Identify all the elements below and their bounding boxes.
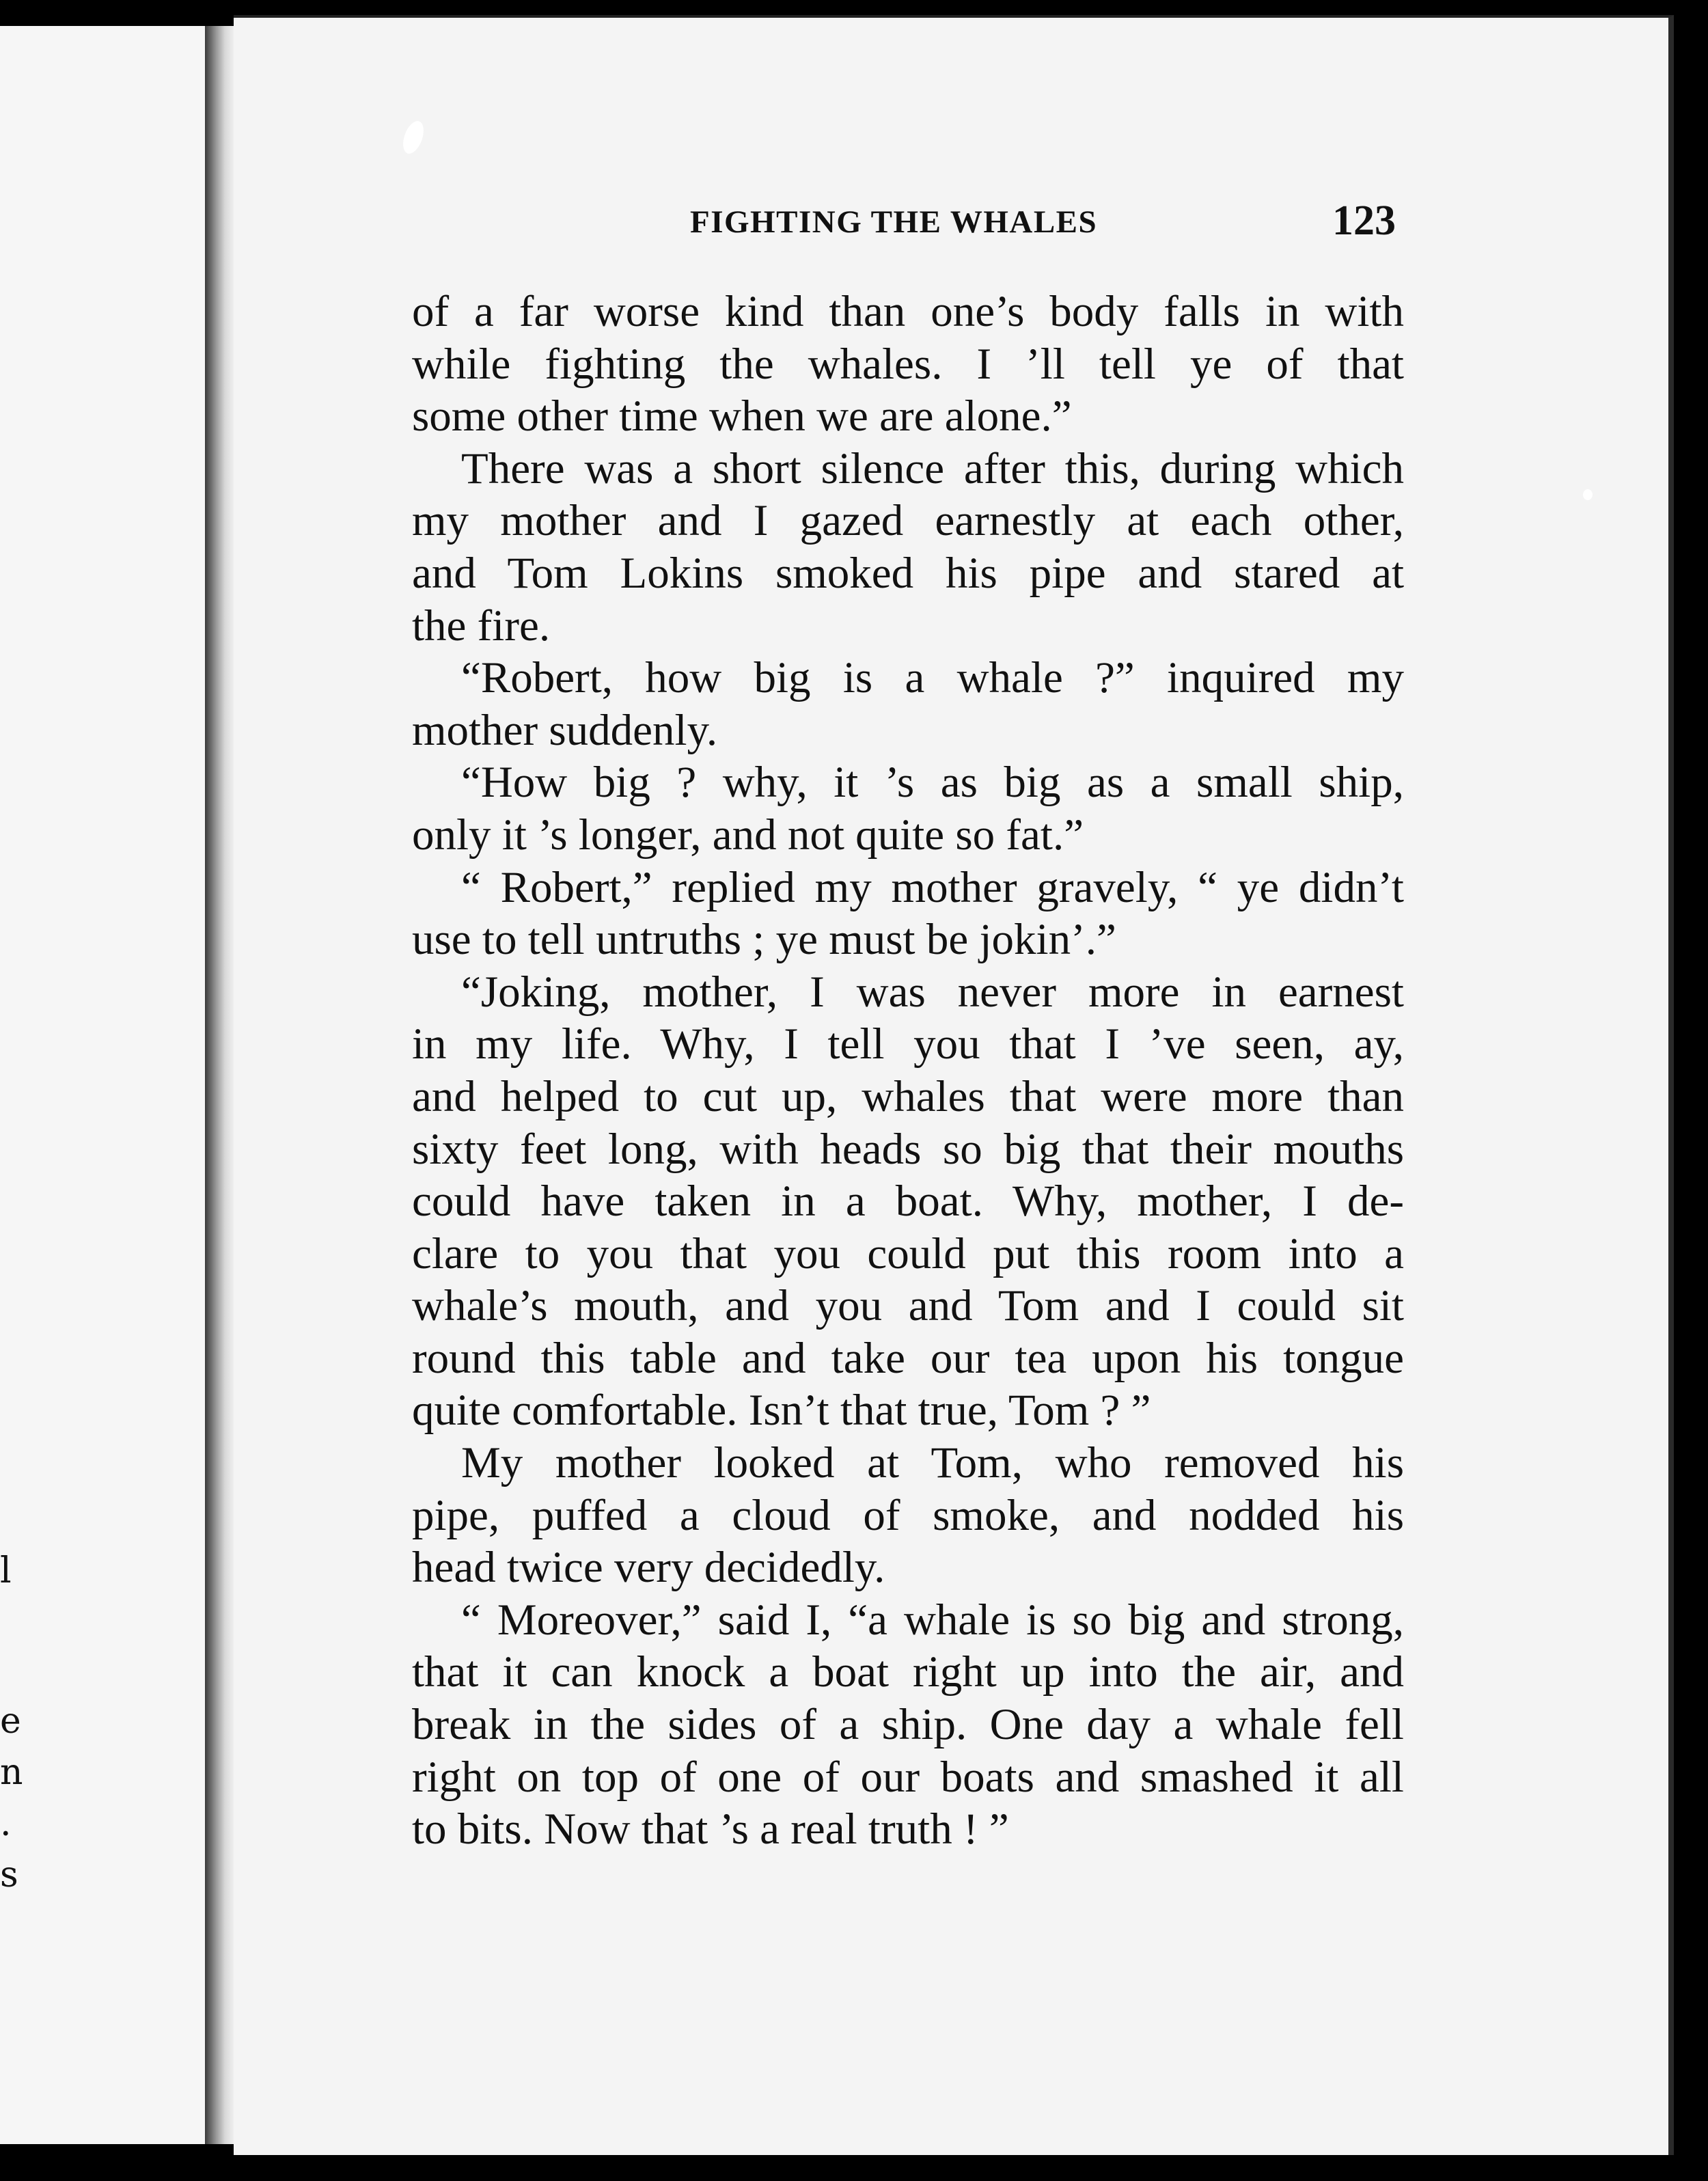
text-line: head twice very decidedly. xyxy=(412,1543,885,1593)
text-line: mother suddenly. xyxy=(412,705,718,755)
scan-edge xyxy=(1674,14,1708,2166)
body-text xyxy=(412,286,1404,1856)
text-line: round this table and take our tea upon his tongue xyxy=(412,1333,1404,1383)
text-line: pipe, puffed a cloud of smoke, and nodded his xyxy=(412,1490,1404,1540)
text-line: “ Moreover,” said I, “a whale is so big and strong, xyxy=(461,1595,1404,1645)
text-line: and Tom Lokins smoked his pipe and stared at xyxy=(412,548,1404,598)
text-line: whale’s mouth, and you and Tom and I could sit xyxy=(412,1281,1404,1331)
text-line: “Joking, mother, I was never more in earnest xyxy=(461,967,1404,1017)
text-line: “How big ? why, it ’s as big as a small ship, xyxy=(461,758,1404,808)
facing-page-left xyxy=(0,26,209,2144)
margin-fragment: e xyxy=(0,1701,21,1742)
text-line: some other time when we are alone.” xyxy=(412,392,1072,441)
text-line: my mother and I gazed earnestly at each other, xyxy=(412,496,1404,546)
text-line: right on top of one of our boats and smashed it all xyxy=(412,1752,1404,1802)
paper-speck xyxy=(399,118,428,156)
running-head: FIGHTING THE WHALES xyxy=(690,204,1098,240)
text-line: clare to you that you could put this room into a xyxy=(412,1229,1404,1278)
text-line: My mother looked at Tom, who removed his xyxy=(461,1438,1404,1488)
paper-speck xyxy=(1583,489,1593,500)
margin-fragment: l xyxy=(0,1550,12,1591)
margin-fragment: n xyxy=(0,1752,23,1793)
text-line: sixty feet long, with heads so big that their mouths xyxy=(412,1124,1404,1174)
text-line: use to tell untruths ; ye must be jokin’.” xyxy=(412,915,1116,965)
text-line: break in the sides of a ship. One day a whale fell xyxy=(412,1700,1404,1750)
text-line: “ Robert,” replied my mother gravely, “ ye didn’t xyxy=(461,862,1404,912)
text-line: in my life. Why, I tell you that I ’ve seen, ay, xyxy=(412,1019,1404,1069)
text-line: There was a short silence after this, during which xyxy=(461,443,1404,493)
text-line: quite comfortable. Isn’t that true, Tom ? ” xyxy=(412,1386,1151,1436)
text-line: of a far worse kind than one’s body falls in with xyxy=(412,287,1404,336)
text-line: the fire. xyxy=(412,601,551,650)
margin-fragment: . xyxy=(0,1803,12,1844)
text-line: while fighting the whales. I ’ll tell ye of that xyxy=(412,339,1404,389)
text-line: only it ’s longer, and not quite so fat.” xyxy=(412,810,1084,860)
margin-fragment: s xyxy=(0,1854,18,1895)
text-line: “Robert, how big is a whale ?” inquired my xyxy=(461,653,1404,703)
text-line: to bits. Now that ’s a real truth ! ” xyxy=(412,1805,1009,1854)
book-gutter xyxy=(205,26,234,2144)
text-line: that it can knock a boat right up into the air, and xyxy=(412,1647,1404,1697)
text-line: and helped to cut up, whales that were more than xyxy=(412,1071,1404,1121)
page-number: 123 xyxy=(1332,197,1396,244)
text-line: could have taken in a boat. Why, mother, I de- xyxy=(412,1177,1404,1226)
